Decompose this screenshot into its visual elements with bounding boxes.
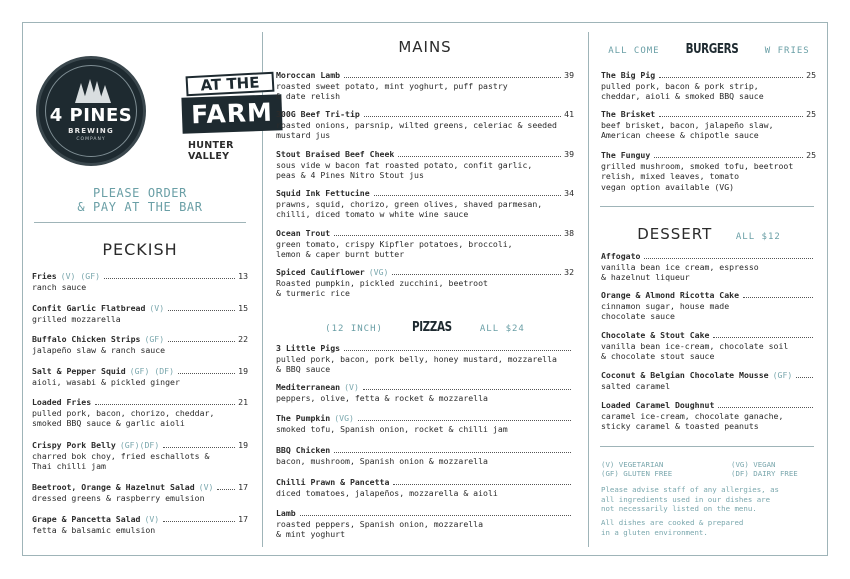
- item-description: pulled pork, bacon, pork belly, honey mustard, mozzarella: [276, 353, 557, 364]
- item-description: American cheese & chipotle sauce: [601, 130, 759, 140]
- mains-item: [276, 149, 574, 181]
- item-name: Orange & Almond Ricotta Cake: [601, 290, 740, 300]
- brand-subtitle: BREWING: [68, 127, 114, 135]
- dietary-tag: (V): [149, 303, 165, 313]
- item-header: [601, 109, 816, 120]
- item-description: aioli, wasabi & pickled ginger: [32, 376, 180, 387]
- item-description: vanilla bean ice cream, espresso: [601, 261, 759, 272]
- dot-leader: [178, 373, 235, 374]
- item-description: green tomato, crispy Kipfler potatoes, broccoli,: [276, 238, 513, 249]
- dietary-tag: (GF)(DF): [119, 440, 160, 450]
- item-description: caramel ice-cream, chocolate ganache,: [601, 410, 784, 421]
- item-name: The Pumpkin: [276, 413, 331, 423]
- item-header: [32, 397, 248, 408]
- dessert-item: [601, 330, 816, 362]
- dot-leader: [168, 310, 235, 311]
- item-description: & turmeric rice: [276, 288, 350, 298]
- dot-leader: [104, 278, 235, 279]
- dietary-tag: (V) (GF): [60, 271, 101, 281]
- peckish-item: [32, 440, 248, 472]
- item-header: [601, 251, 816, 262]
- peckish-item: [32, 303, 248, 324]
- item-price: 22: [238, 334, 248, 344]
- item-description: grilled mozzarella: [32, 313, 121, 324]
- mains-item: [276, 267, 574, 299]
- frame-right: [827, 22, 828, 556]
- item-price: 41: [564, 109, 574, 119]
- brand-company: COMPANY: [76, 137, 106, 142]
- pizza-item: [276, 477, 574, 498]
- dot-leader: [644, 258, 813, 259]
- item-name: Salt & Pepper Squid: [32, 366, 126, 376]
- item-name: Spiced Cauliflower: [276, 267, 365, 277]
- dot-leader: [168, 341, 235, 342]
- item-price: 21: [238, 397, 248, 407]
- item-description: peppers, olive, fetta & rocket & mozzarella: [276, 392, 488, 403]
- item-description: dressed greens & raspberry emulsion: [32, 492, 205, 503]
- pizza-header: [275, 316, 575, 335]
- item-description: cinnamon sugar, house made: [601, 300, 730, 311]
- order-note: [28, 186, 252, 214]
- peckish-item: [32, 271, 248, 292]
- brand-name: 4 PINES: [49, 105, 133, 126]
- pizza-item: [276, 508, 574, 540]
- dot-leader: [334, 452, 571, 453]
- dessert-item: [601, 290, 816, 322]
- dietary-tag: (V): [144, 514, 160, 524]
- item-description: grilled mushroom, smoked tofu, beetroot: [601, 160, 794, 171]
- location-label: HUNTER VALLEY: [188, 140, 234, 162]
- item-description: prawns, squid, chorizo, green olives, shaved parmesan,: [276, 198, 543, 209]
- item-price: 34: [564, 188, 574, 198]
- burger-item: [601, 150, 816, 192]
- item-header: [32, 303, 248, 314]
- frame-bottom: [22, 555, 828, 556]
- burger-header: [600, 38, 818, 57]
- dot-leader: [659, 77, 803, 78]
- item-header: [276, 228, 574, 239]
- dietary-tag: (GF): [144, 334, 165, 344]
- at-the-label: AT THE: [186, 72, 275, 97]
- dietary-tag: (VG): [368, 267, 389, 277]
- item-name: Stout Braised Beef Cheek: [276, 149, 395, 159]
- item-price: 17: [238, 482, 248, 492]
- allergy-line: all ingredients used in our dishes are: [601, 494, 771, 504]
- item-description: peas & 4 Pines Nitro Stout jus: [276, 170, 424, 180]
- mains-item: [276, 228, 574, 260]
- pine-trees-icon: [69, 77, 115, 103]
- dot-leader: [217, 489, 235, 490]
- legend-gf: (GF) GLUTEN FREE: [601, 469, 673, 478]
- gluten-line: All dishes are cooked & prepared: [601, 518, 744, 527]
- item-description: cheddar, aioli & smoked BBQ sauce: [601, 91, 764, 101]
- item-header: [276, 413, 574, 424]
- item-description: salted caramel: [601, 380, 671, 391]
- item-name: Chilli Prawn & Pancetta: [276, 477, 390, 487]
- item-header: [601, 70, 816, 81]
- item-price: 32: [564, 267, 574, 277]
- column-divider-2: [588, 32, 589, 547]
- item-description: & date relish: [276, 91, 341, 101]
- item-name: Ocean Trout: [276, 228, 331, 238]
- item-price: 13: [238, 271, 248, 281]
- frame-left: [22, 22, 23, 556]
- dessert-item: [601, 400, 816, 432]
- dot-leader: [374, 195, 561, 196]
- item-description: roasted onions, parsnip, wilted greens, celeriac & seeded: [276, 119, 557, 130]
- item-description: pulled pork, bacon & pork strip,: [601, 80, 759, 91]
- dot-leader: [743, 297, 813, 298]
- dot-leader: [796, 377, 813, 378]
- peckish-rule: [34, 222, 246, 223]
- item-description: sticky caramel & toasted peanuts: [601, 421, 759, 431]
- item-description: lemon & caper burnt butter: [276, 249, 405, 259]
- dot-leader: [363, 389, 571, 390]
- item-description: Thai chilli jam: [32, 461, 106, 471]
- pizza-title: PIZZAS: [411, 320, 452, 335]
- item-header: [276, 508, 574, 519]
- dot-leader: [163, 447, 235, 448]
- item-description: relish, mixed leaves, tomato: [601, 171, 740, 181]
- item-name: 300G Beef Tri-tip: [276, 109, 360, 119]
- item-header: [601, 290, 816, 301]
- item-header: [32, 514, 248, 525]
- dot-leader: [344, 77, 561, 78]
- dot-leader: [163, 521, 235, 522]
- item-price: 19: [238, 366, 248, 376]
- allergy-line: Please advise staff of any allergies, as: [601, 485, 779, 494]
- item-price: 25: [806, 109, 816, 119]
- item-header: [601, 330, 816, 341]
- burger-item: [601, 109, 816, 141]
- item-description: smoked BBQ sauce & garlic aioli: [32, 418, 185, 428]
- item-description: beef brisket, bacon, jalapeño slaw,: [601, 119, 774, 130]
- item-header: [276, 477, 574, 488]
- legend-v: (V) VEGETARIAN: [601, 460, 664, 469]
- item-name: Loaded Caramel Doughnut: [601, 400, 715, 410]
- dessert-header: [600, 224, 818, 243]
- order-note-line1: PLEASE ORDER: [93, 186, 187, 200]
- item-price: 19: [238, 440, 248, 450]
- item-header: [276, 109, 574, 120]
- item-description: chilli, diced tomato w white wine sauce: [276, 209, 469, 219]
- dessert-item: [601, 251, 816, 283]
- item-name: Lamb: [276, 508, 296, 518]
- item-header: [276, 343, 574, 354]
- item-header: [32, 334, 248, 345]
- mains-item: [276, 188, 574, 220]
- item-price: 17: [238, 514, 248, 524]
- item-header: [32, 440, 248, 451]
- dot-leader: [398, 156, 561, 157]
- item-description: vanilla bean ice-cream, chocolate soil: [601, 340, 789, 351]
- brand-logo: [36, 56, 274, 166]
- item-name: BBQ Chicken: [276, 445, 331, 455]
- dessert-title: DESSERT: [637, 225, 713, 243]
- item-note: vegan option available (VG): [601, 181, 735, 192]
- dot-leader: [392, 274, 561, 275]
- item-name: Loaded Fries: [32, 397, 92, 407]
- item-price: 39: [564, 70, 574, 80]
- item-header: [601, 370, 816, 381]
- item-name: Beetroot, Orange & Hazelnut Salad: [32, 482, 195, 492]
- item-name: Moroccan Lamb: [276, 70, 341, 80]
- item-description: & chocolate stout sauce: [601, 351, 715, 361]
- legend-rule: [600, 446, 814, 447]
- pizza-item: [276, 445, 574, 466]
- item-description: fetta & balsamic emulsion: [32, 524, 156, 535]
- item-price: 38: [564, 228, 574, 238]
- item-name: Confit Garlic Flatbread: [32, 303, 146, 313]
- item-header: [32, 482, 248, 493]
- peckish-item: [32, 366, 248, 387]
- item-name: Squid Ink Fettucine: [276, 188, 370, 198]
- dot-leader: [358, 420, 571, 421]
- item-description: smoked tofu, Spanish onion, rocket & chilli jam: [276, 423, 508, 434]
- dot-leader: [364, 116, 561, 117]
- pizza-item: [276, 382, 574, 403]
- item-name: 3 Little Pigs: [276, 343, 341, 353]
- item-name: The Brisket: [601, 109, 656, 119]
- dot-leader: [713, 337, 813, 338]
- dessert-item: [601, 370, 816, 391]
- dietary-tag: (V): [344, 382, 359, 392]
- item-name: Chocolate & Stout Cake: [601, 330, 710, 340]
- item-name: Crispy Pork Belly: [32, 440, 116, 450]
- peckish-item: [32, 397, 248, 429]
- farm-label: FARM: [181, 94, 282, 133]
- dietary-tag: (V): [198, 482, 214, 492]
- item-name: Fries: [32, 271, 57, 281]
- item-header: [276, 382, 574, 393]
- item-description: & mint yoghurt: [276, 529, 346, 539]
- burger-title: BURGERS: [685, 42, 739, 57]
- item-header: [276, 149, 574, 160]
- gluten-note: [601, 518, 743, 537]
- dessert-price: ALL $12: [735, 232, 781, 242]
- pizza-item: [276, 343, 574, 375]
- item-name: Buffalo Chicken Strips: [32, 334, 141, 344]
- peckish-title: PECKISH: [102, 240, 178, 259]
- allergy-note: [601, 485, 779, 514]
- mains-title: MAINS: [398, 38, 452, 56]
- peckish-item: [32, 334, 248, 355]
- dot-leader: [95, 404, 235, 405]
- item-description: mustard jus: [276, 130, 331, 140]
- pizza-item: [276, 413, 574, 434]
- dot-leader: [300, 515, 571, 516]
- item-description: pulled pork, bacon, chorizo, cheddar,: [32, 407, 215, 418]
- item-name: Affogato: [601, 251, 641, 261]
- burger-item: [601, 70, 816, 102]
- item-header: [601, 400, 816, 411]
- item-header: [276, 445, 574, 456]
- item-name: The Funguy: [601, 150, 651, 160]
- dot-leader: [334, 235, 561, 236]
- allergy-line: not necessarily listed on the menu.: [601, 504, 757, 513]
- legend-df: (DF) DAIRY FREE: [731, 469, 798, 478]
- dietary-tag: (GF) (DF): [129, 366, 175, 376]
- item-description: roasted peppers, Spanish onion, mozzarella: [276, 518, 484, 529]
- dot-leader: [393, 484, 571, 485]
- peckish-item: [32, 514, 248, 535]
- dot-leader: [344, 350, 571, 351]
- item-name: The Big Pig: [601, 70, 656, 80]
- item-name: Mediterranean: [276, 382, 341, 392]
- item-header: [32, 271, 248, 282]
- item-name: Grape & Pancetta Salad: [32, 514, 141, 524]
- item-description: & BBQ sauce: [276, 364, 331, 374]
- item-name: Coconut & Belgian Chocolate Mousse: [601, 370, 769, 380]
- mains-item: [276, 70, 574, 102]
- four-pines-badge: [36, 56, 146, 166]
- item-description: & hazelnut liqueur: [601, 272, 690, 282]
- item-description: charred bok choy, fried eschallots &: [32, 450, 210, 461]
- peckish-item: [32, 482, 248, 503]
- legend-vg: (VG) VEGAN: [731, 460, 776, 469]
- dessert-rule: [600, 206, 814, 207]
- item-price: 25: [806, 70, 816, 80]
- dot-leader: [659, 116, 803, 117]
- item-description: ranch sauce: [32, 281, 87, 292]
- dot-leader: [654, 157, 803, 158]
- pizza-price: ALL $24: [479, 324, 525, 334]
- item-header: [276, 70, 574, 81]
- burger-left-note: ALL COME: [608, 46, 660, 56]
- item-price: 25: [806, 150, 816, 160]
- item-description: diced tomatoes, jalapeños, mozzarella & aioli: [276, 487, 498, 498]
- pizza-size: (12 INCH): [325, 324, 383, 334]
- item-description: sous vide w bacon fat roasted potato, confit garlic,: [276, 159, 533, 170]
- item-description: chocolate sauce: [601, 311, 675, 321]
- order-note-line2: & PAY AT THE BAR: [77, 200, 203, 214]
- dot-leader: [718, 407, 813, 408]
- item-description: bacon, mushroom, Spanish onion & mozzarella: [276, 455, 488, 466]
- item-header: [276, 188, 574, 199]
- item-price: 15: [238, 303, 248, 313]
- item-description: Roasted pumpkin, pickled zucchini, beetroot: [276, 277, 488, 288]
- frame-top: [22, 22, 828, 23]
- item-description: jalapeño slaw & ranch sauce: [32, 344, 166, 355]
- mains-item: [276, 109, 574, 141]
- gluten-line: in a gluten environment.: [601, 527, 708, 537]
- item-header: [276, 267, 574, 278]
- item-header: [32, 366, 248, 377]
- item-header: [601, 150, 816, 161]
- dietary-tag: (GF): [772, 370, 793, 380]
- item-price: 39: [564, 149, 574, 159]
- dietary-tag: (VG): [334, 413, 354, 423]
- item-description: roasted sweet potato, mint yoghurt, puff pastry: [276, 80, 508, 91]
- burger-right-note: W FRIES: [764, 46, 810, 56]
